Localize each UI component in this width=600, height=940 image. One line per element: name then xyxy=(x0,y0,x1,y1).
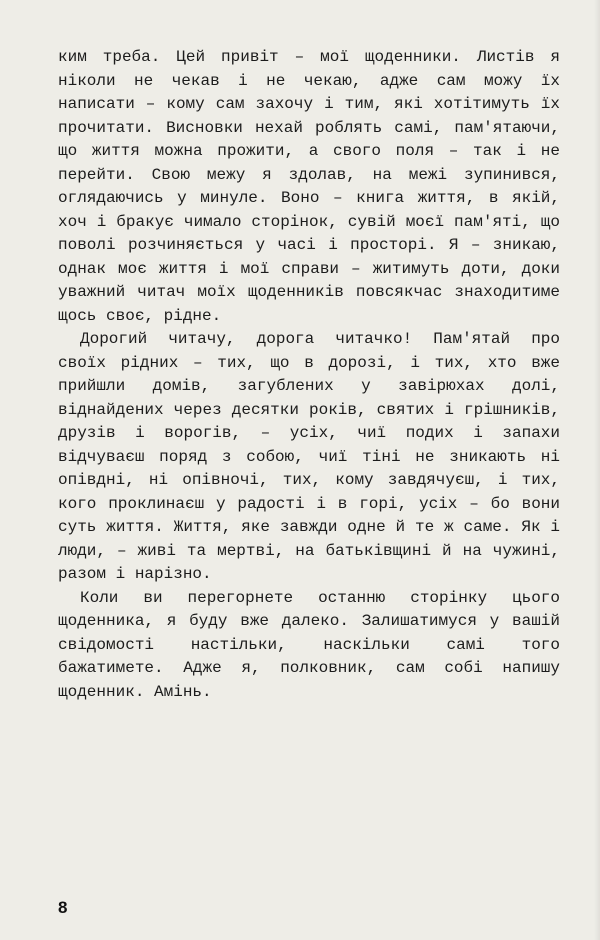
paragraph-1: ким треба. Цей привіт – мої щоденники. Листів я ніколи не чекав і не чекаю, адже сам можу їх написати – кому сам захочу і тим, які хотітимуть їх прочитати. Висновки нехай роблять самі, пам'ятаючи, що життя можна прожити, а свого поля – так і не перейти. Свою межу я здолав, на межі зупинився, оглядаючись у минуле. Воно – книга життя, в якій, хоч і бракує чимало сторінок, сувій моєї пам'яті, що поволі розчиняється у часі і просторі. Я – зникаю, однак моє життя і мої справи – житимуть доти, доки уважний читач моїх щоденників повсякчас знаходитиме щось своє, рідне. xyxy=(58,48,560,325)
text-column xyxy=(58,46,560,704)
paragraph-2: Дорогий читачу, дорога читачко! Пам'ятай про своїх рідних – тих, що в дорозі, і тих, хто вже прийшли домів, загублених у завірюхах долі, віднайдених через десятки років, святих і грішників, друзів і ворогів, – усіх, чиї подих і запахи відчуваєш поряд з собою, чиї тіні не зникають ні опівдні, ні опівночі, тих, кому завдячуєш, і тих, кого проклинаєш у радості і в горі, усіх – бо вони суть життя. Життя, яке завжди одне й те ж саме. Як і люди, – живі та мертві, на батьківщині й на чужині, разом і нарізно. xyxy=(58,330,560,583)
page-number: 8 xyxy=(58,898,68,917)
paragraph-3: Коли ви перегорнете останню сторінку цього щоденника, я буду вже далеко. Залишатимуся у вашій свідомості настільки, наскільки самі того бажатимете. Адже я, полковник, сам собі напишу щоденник. Амінь. xyxy=(58,588,560,701)
